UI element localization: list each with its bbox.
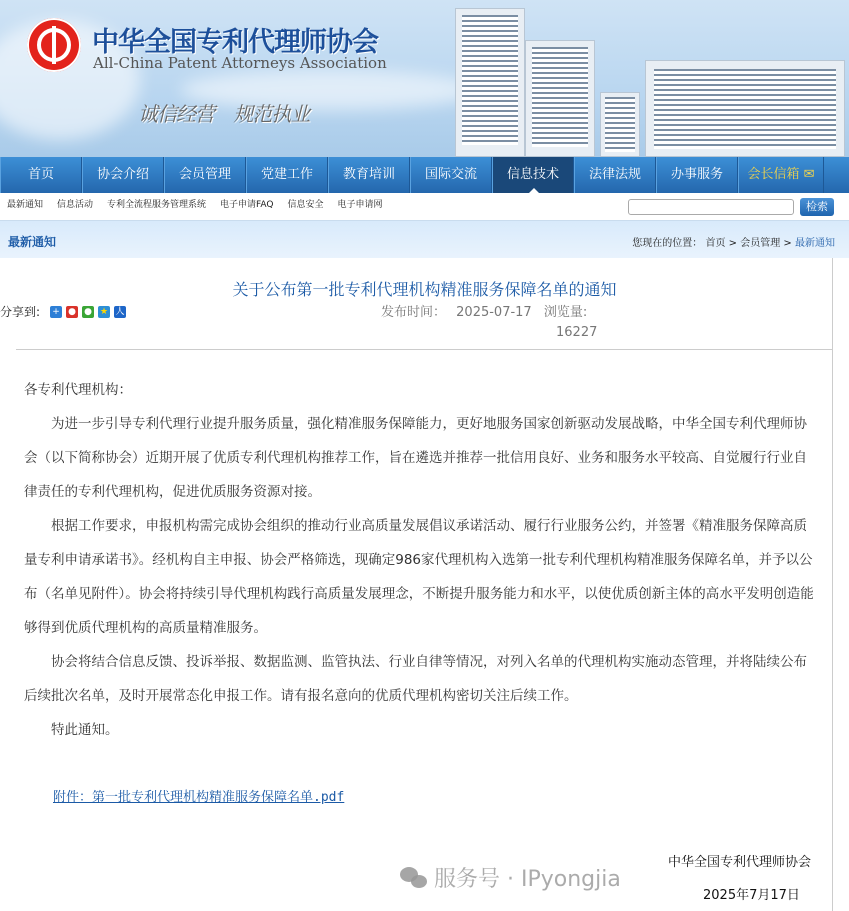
section-header: [0, 220, 849, 258]
subnav-item[interactable]: 电子申请FAQ: [220, 200, 274, 210]
subnav-item[interactable]: 最新通知: [7, 200, 44, 210]
paragraph: 协会将结合信息反馈、投诉举报、数据监测、监管执法、行业自律等情况，对列入名单的代理机构实施动态管理，并将陆续公布后续批次名单，及时开展常态化申报工作。请有报名意向的优质代理机构密切关注后续工作。: [24, 654, 807, 704]
qzone-icon[interactable]: ★: [100, 306, 109, 317]
nav-international[interactable]: 国际交流: [410, 157, 492, 193]
subnav-item[interactable]: 电子申请网: [337, 200, 383, 210]
association-logo[interactable]: [27, 18, 81, 72]
search-input[interactable]: [628, 199, 794, 215]
breadcrumb-current[interactable]: 最新通知: [795, 238, 835, 249]
building-image: [455, 8, 525, 157]
weibo-icon[interactable]: ●: [66, 306, 78, 318]
paragraph: 为进一步引导专利代理行业提升服务质量，强化精准服务保障能力，更好地服务国家创新驱动发展战略，中华全国专利代理师协会（以下简称协会）近期开展了优质专利代理机构推荐工作，旨在遴选并推荐一批信用良好、业务和服务水平较高、自觉履行行业自律责任的专利代理机构，促进优质服务资源对接。: [24, 416, 807, 500]
site-header: [0, 0, 849, 157]
mailbox-label: 会长信箱: [747, 167, 800, 182]
article-meta: [381, 304, 587, 321]
signature-date: 2025年7月17日: [703, 888, 800, 903]
nav-law[interactable]: 法律法规: [574, 157, 656, 193]
breadcrumb-sep: >: [728, 238, 738, 249]
slogan: 诚信经营 规范执业: [138, 102, 310, 126]
wechat-icon: [400, 867, 428, 889]
nav-about[interactable]: 协会介绍: [82, 157, 164, 193]
signature-org: 中华全国专利代理师协会: [668, 855, 812, 870]
breadcrumb-prefix: 您现在的位置：: [632, 238, 703, 249]
main-nav: [0, 157, 849, 193]
nav-party[interactable]: 党建工作: [246, 157, 328, 193]
attachment-link[interactable]: 附件：第一批专利代理机构精准服务保障名单.pdf: [53, 790, 345, 805]
breadcrumb-members[interactable]: 会员管理: [740, 238, 781, 249]
views-count: 16227: [556, 325, 598, 340]
section-title: 最新通知: [8, 235, 57, 249]
views-label: 浏览量:: [543, 305, 588, 320]
nav-services[interactable]: 办事服务: [656, 157, 738, 193]
share-more-icon[interactable]: +: [50, 306, 62, 318]
site-name-en: All-China Patent Attorneys Association: [93, 54, 387, 72]
subnav-item[interactable]: 信息活动: [57, 200, 94, 210]
publish-label: 发布时间：: [381, 305, 447, 320]
watermark: [400, 862, 621, 893]
breadcrumb-sep: >: [783, 238, 792, 249]
nav-home[interactable]: 首页: [0, 157, 82, 193]
nav-training[interactable]: 教育培训: [328, 157, 410, 193]
subnav-item[interactable]: 信息安全: [287, 200, 324, 210]
article-title: 关于公布第一批专利代理机构精准服务保障名单的通知: [232, 280, 617, 299]
sub-nav: [0, 193, 600, 219]
share-bar: [0, 303, 126, 320]
nav-members[interactable]: 会员管理: [164, 157, 246, 193]
watermark-text: 服务号 · IPyongjia: [434, 867, 621, 892]
subnav-item[interactable]: 专利全流程服务管理系统: [107, 200, 207, 210]
breadcrumb-home[interactable]: 首页: [705, 238, 726, 249]
paragraph: 根据工作要求，申报机构需完成协会组织的推动行业高质量发展倡议承诺活动、履行行业服务公约，并签署《精准服务保障高质量专利申请承诺书》。经机构自主申报、协会严格筛选，现确定986家代理机构入选第一批专利代理机构精准服务保障名单，并予以公布（名单见附件）。协会将持续引导代理机构践行高质量发展理念，不断提升服务能力和水平，以使优质创新主体的高水平发明创造能够得到优质代理机构的高质量精准服务。: [24, 518, 814, 636]
publish-date: 2025-07-17: [456, 305, 532, 320]
breadcrumb: [632, 234, 835, 249]
site-name-cn: 中华全国专利代理师协会: [92, 27, 378, 58]
content-border: [832, 258, 833, 911]
share-label: 分享到:: [0, 305, 41, 319]
paragraph: 特此通知。: [51, 722, 119, 738]
nav-president-mailbox[interactable]: [738, 157, 824, 193]
wechat-icon[interactable]: ●: [82, 306, 94, 318]
article-body: [24, 373, 820, 747]
envelope-icon: ✉: [803, 167, 815, 182]
nav-it[interactable]: 信息技术: [492, 157, 574, 193]
renren-icon[interactable]: 人: [115, 306, 125, 317]
salutation: 各专利代理机构：: [24, 382, 132, 398]
search-button[interactable]: 检索: [800, 198, 834, 216]
divider: [16, 349, 832, 350]
